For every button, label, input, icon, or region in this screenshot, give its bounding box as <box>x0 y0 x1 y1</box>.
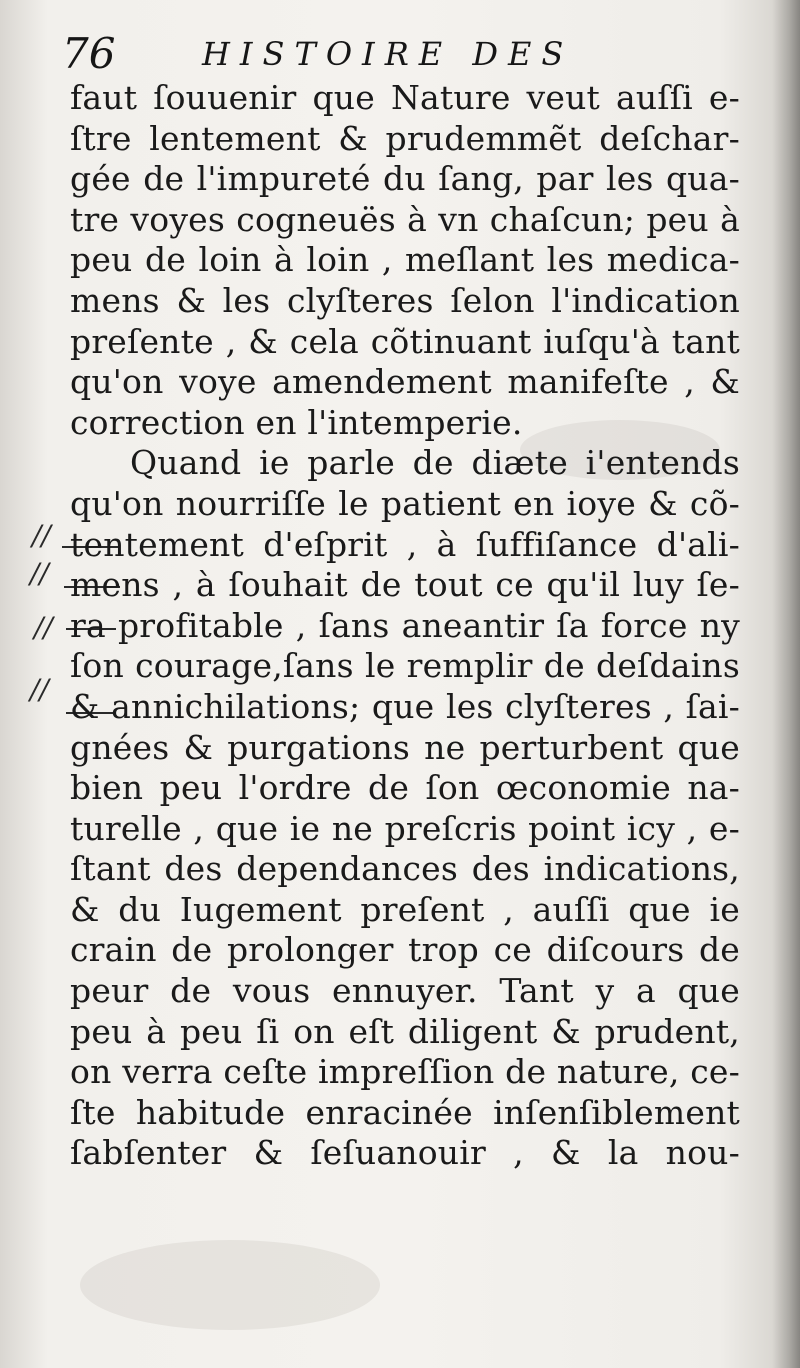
text-line: ſtant des dependances des indications, <box>70 849 740 889</box>
page-header <box>62 28 742 80</box>
paper-stain <box>80 1240 380 1330</box>
text-line: mens & les clyſteres ſelon l'indication <box>70 280 740 320</box>
margin-mark: // <box>32 519 51 552</box>
text-line: ſabſenter & ſeſuanouir , & la nou- <box>70 1133 740 1173</box>
text-line: preſente , & cela cõtinuant iuſqu'à tant <box>70 321 740 361</box>
text-line: faut ſouuenir que Nature veut auſſi e- <box>70 78 740 117</box>
text-line: bien peu l'ordre de ſon œconomie na- <box>70 768 740 808</box>
page-number: 76 <box>62 29 116 78</box>
text-line: & annichilations; que les clyſteres , ſai- <box>70 686 740 726</box>
text-line: qu'on nourriſſe le patient en ioye & cõ- <box>70 483 740 523</box>
text-line: & du Iugement preſent , auſſi que ie <box>70 889 740 929</box>
margin-mark: // <box>30 557 49 590</box>
text-line: gnées & purgations ne perturbent que <box>70 727 740 767</box>
text-line: tentement d'eſprit , à ſuffiſance d'ali- <box>70 524 740 564</box>
text-line: peur de vous ennuyer. Tant y a que <box>70 971 740 1011</box>
text-line: mens , à ſouhait de tout ce qu'il luy ſe- <box>70 565 740 605</box>
text-line: gée de l'impureté du ſang, par les qua- <box>70 159 740 199</box>
margin-mark: // <box>34 611 53 644</box>
text-line: tre voyes cogneuës à vn chaſcun; peu à <box>70 199 740 239</box>
text-line: crain de prolonger trop ce diſcours de <box>70 930 740 970</box>
text-line: peu de loin à loin , meſlant les medica- <box>70 240 740 280</box>
text-line: ra profitable , ſans aneantir ſa force ny <box>70 605 740 645</box>
text-line: qu'on voye amendement manifeſte , & <box>70 362 740 402</box>
text-line: ſte habitude enracinée inſenſiblement <box>70 1092 740 1132</box>
text-line: correction en l'intemperie. <box>70 402 523 442</box>
text-line: peu à peu ſi on eſt diligent & prudent, <box>70 1011 740 1051</box>
text-line: ſtre lentement & prudemmẽt deſchar- <box>70 118 740 158</box>
text-line: ſon courage,ſans le remplir de deſdains <box>70 646 740 686</box>
body-text <box>70 78 740 1174</box>
paragraph <box>70 78 740 443</box>
paragraph <box>70 443 740 1174</box>
text-line: turelle , que ie ne preſcris point icy , e- <box>70 808 740 848</box>
running-head: HISTOIRE DES <box>202 35 574 73</box>
text-line: on verra ceſte impreſſion de nature, ce- <box>70 1052 740 1092</box>
margin-mark: // <box>30 673 49 706</box>
text-line: Quand ie parle de diæte i'entends <box>130 443 740 483</box>
page-gutter-shadow <box>772 0 800 1368</box>
